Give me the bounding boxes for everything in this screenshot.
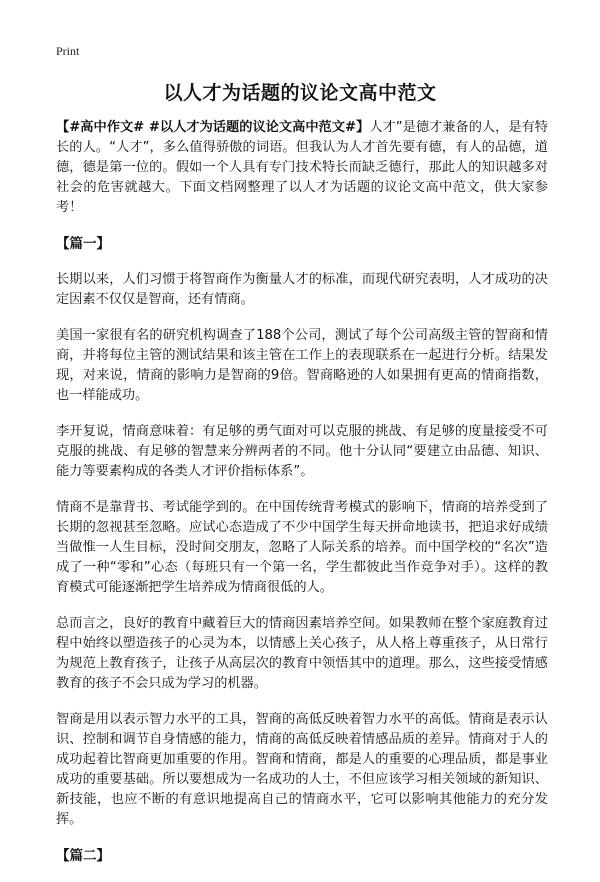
article-body	[56, 118, 548, 882]
page-title: 以人才为话题的议论文高中范文	[163, 82, 437, 104]
print-link[interactable]: Print	[56, 44, 80, 58]
section-heading-2: 【篇二】	[56, 848, 110, 864]
intro-text: 人才”是德才兼备的人，是有特长的人。“人才”，多么值得骄傲的词语。但我认为人才首先要有德，有人的品德，道德，德是第一位的。假如一个人具有专门技术特长而缺乏德行，那此人的知识越多对社会的危害就越大。下面文档网整理了以人才为话题的议论文高中范文，供大家参考！	[56, 120, 548, 215]
paragraph-2: 美国一家很有名的研究机构调查了188个公司，测试了每个公司高级主管的智商和情商，并将每位主管的测试结果和该主管在工作上的表现联系在一起进行分析。结果发现，对来说，情商的影响力是智商的9倍。智商略逊的人如果拥有更高的情商指数，也一样能成功。	[56, 328, 548, 403]
intro-paragraph	[56, 118, 548, 218]
paragraph-5: 总而言之，良好的教育中藏着巨大的情商因素培养空间。如果教师在整个家庭教育过程中始终以塑造孩子的心灵为本，以情感上关心孩子，从人格上尊重孩子，从日常行为规范上教育孩子，让孩子从高层次的教育中领悟其中的道理。那么，这些接受情感教育的孩子不会只成为学习的机器。	[56, 616, 548, 691]
paragraph-4: 情商不是靠背书、考试能学到的。在中国传统背考模式的影响下，情商的培养受到了长期的忽视甚至忽略。应试心态造成了不少中国学生每天拼命地读书，把追求好成绩当做惟一人生目标，没时间交朋友，忽略了人际关系的培养。而中国学校的“名次”造成了一种“零和”心态（每班只有一个第一名，学生都彼此当作竞争对手）。这样的教育模式可能逐渐把学生培养成为情商很低的人。	[56, 500, 548, 595]
paragraph-1: 长期以来，人们习惯于将智商作为衡量人才的标准，而现代研究表明，人才成功的决定因素不仅仅是智商，还有情商。	[56, 272, 548, 307]
paragraph-3: 李开复说，情商意味着：有足够的勇气面对可以克服的挑战、有足够的度量接受不可克服的挑战、有足够的智慧来分辨两者的不同。他十分认同“要建立由品德、知识、能力等要素构成的各类人才评价指标体系”。	[56, 424, 548, 479]
section-heading-1: 【篇一】	[56, 236, 110, 252]
paragraph-6: 智商是用以表示智力水平的工具，智商的高低反映着智力水平的高低。情商是表示认识、控制和调节自身情感的能力，情商的高低反映着情感品质的差异。情商对于人的成功起着比智商更加重要的作用。智商和情商，都是人的重要的心理品质，都是事业成功的重要基础。所以要想成为一名成功的人士，不但应该学习相关领域的新知识、新技能，也应不断的有意识地提高自己的情商水平，它可以影响其他能力的充分发挥。	[56, 712, 548, 827]
intro-tag: 【#高中作文# #以人才为话题的议论文高中范文#】	[56, 120, 370, 135]
